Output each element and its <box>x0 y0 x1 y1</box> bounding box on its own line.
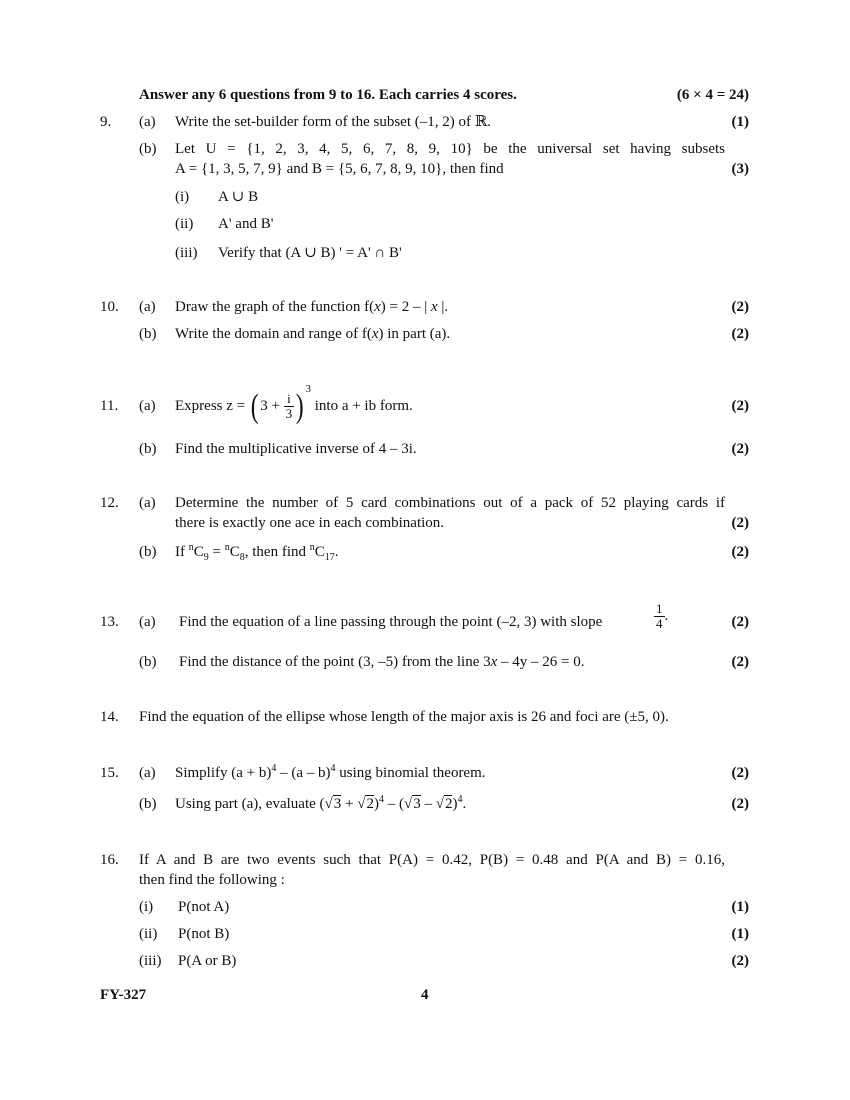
q16-ii-label: (ii) <box>139 926 158 942</box>
section-total-marks: (6 × 4 = 24) <box>676 87 749 103</box>
q9b-label: (b) <box>139 141 157 157</box>
sqrt-symbol: √ <box>435 796 444 812</box>
q16-iii-text: P(A or B) <box>178 953 237 969</box>
q9b-ii-label: (ii) <box>175 216 194 232</box>
q9a-label: (a) <box>139 114 156 130</box>
question-14-number: 14. <box>100 709 119 725</box>
q11b-label: (b) <box>139 441 157 457</box>
sqrt-symbol: √ <box>403 796 413 812</box>
q10b-marks: (2) <box>731 326 749 342</box>
q11b-marks: (2) <box>731 441 749 457</box>
q9b-iii-text: Verify that (A ∪ B) ' = A' ∩ B' <box>218 245 402 261</box>
q15a-marks: (2) <box>731 765 749 781</box>
q16-iii-label: (iii) <box>139 953 162 969</box>
q15b-text: Using part (a), evaluate $(√3 + √2)^4 - (√3 - √2)^4$. <box>175 794 467 812</box>
q11a-label: (a) <box>139 398 156 414</box>
q12b-marks: (2) <box>731 544 749 560</box>
right-paren: ) <box>295 387 304 425</box>
q10b-text: Write the domain and range of f(x) in part (a). <box>175 326 451 342</box>
q12a-label: (a) <box>139 495 156 511</box>
q16-line2: then find the following : <box>139 872 285 888</box>
q12a-line1: Determine the number of 5 card combinations out of a pack of 52 playing cards if <box>175 495 725 511</box>
q9b-i-text: A ∪ B <box>218 189 259 205</box>
q10a-text: Draw the graph of the function f(x) = 2 – | x |. <box>175 299 449 315</box>
q13a-marks: (2) <box>731 614 749 630</box>
q12b-text: If $^nC_9 = ^nC_8$, then find $^nC_{17}$. <box>175 542 339 563</box>
q15a-label: (a) <box>139 765 156 781</box>
q12b-label: (b) <box>139 544 157 560</box>
q9a-text: Write the set-builder form of the subset (–1, 2) of ℝ. <box>175 114 491 130</box>
q16-i-text: P(not A) <box>178 899 230 915</box>
q9a-marks: (1) <box>731 114 749 130</box>
question-13-number: 13. <box>100 614 119 630</box>
q13a-label: (a) <box>139 614 156 630</box>
q13b-marks: (2) <box>731 654 749 670</box>
paper-code: FY-327 <box>100 987 147 1003</box>
q15b-label: (b) <box>139 796 157 812</box>
question-9-number: 9. <box>100 114 112 130</box>
q9b-iii-label: (iii) <box>175 245 198 261</box>
q11a-text: Express z = ( 3 + $\frac{i}{3}$ ) $^3$ into a + ib form. <box>175 383 413 425</box>
q12a-marks: (2) <box>731 515 749 531</box>
q13-fraction: $\frac{1}{4}$ <box>656 601 663 631</box>
q9b-ii-text: A' and B' <box>218 216 274 232</box>
q15a-text: Simplify $(a + b)^4 - (a - b)^4$ using binomial theorem. <box>175 763 486 781</box>
q11a-marks: (2) <box>731 398 749 414</box>
q10a-marks: (2) <box>731 299 749 315</box>
q13b-label: (b) <box>139 654 157 670</box>
q16-i-label: (i) <box>139 899 154 915</box>
q16-ii-marks: (1) <box>731 926 749 942</box>
q13b-text: Find the distance of the point (3, –5) from the line 3x – 4y – 26 = 0. <box>179 654 585 670</box>
q14-text: Find the equation of the ellipse whose length of the major axis is 26 and foci are (±5, 0). <box>139 709 669 725</box>
q9b-line2: A = {1, 3, 5, 7, 9} and B = {5, 6, 7, 8, 9, 10}, then find <box>175 161 504 177</box>
section-instruction: Answer any 6 questions from 9 to 16. Each carries 4 scores. <box>139 87 517 103</box>
question-15-number: 15. <box>100 765 119 781</box>
q11b-text: Find the multiplicative inverse of 4 – 3i. <box>175 441 417 457</box>
question-10-number: 10. <box>100 299 119 315</box>
question-11-number: 11. <box>100 398 119 414</box>
page-number: 4 <box>421 987 429 1003</box>
left-paren: ( <box>250 387 259 425</box>
q9b-line1: Let U = {1, 2, 3, 4, 5, 6, 7, 8, 9, 10} be the universal set having subsets <box>175 141 725 157</box>
q15b-marks: (2) <box>731 796 749 812</box>
q13a-slope: $\frac{1}{4}$ . <box>656 601 669 631</box>
sqrt-symbol: √ <box>324 796 333 812</box>
q9b-i-label: (i) <box>175 189 190 205</box>
q10b-label: (b) <box>139 326 157 342</box>
sqrt-symbol: √ <box>357 796 366 812</box>
q16-ii-text: P(not B) <box>178 926 230 942</box>
q11-fraction: $\frac{i}{3}$ <box>285 391 293 422</box>
q16-iii-marks: (2) <box>731 953 749 969</box>
q16-i-marks: (1) <box>731 899 749 915</box>
question-12-number: 12. <box>100 495 119 511</box>
q16-line1: If A and B are two events such that P(A) = 0.42, P(B) = 0.48 and P(A and B) = 0.16, <box>139 852 725 868</box>
question-16-number: 16. <box>100 852 119 868</box>
q10a-label: (a) <box>139 299 156 315</box>
q13a-text: Find the equation of a line passing through the point (–2, 3) with slope <box>179 614 603 630</box>
q12a-line2: there is exactly one ace in each combination. <box>175 515 445 531</box>
q9b-marks: (3) <box>731 161 749 177</box>
